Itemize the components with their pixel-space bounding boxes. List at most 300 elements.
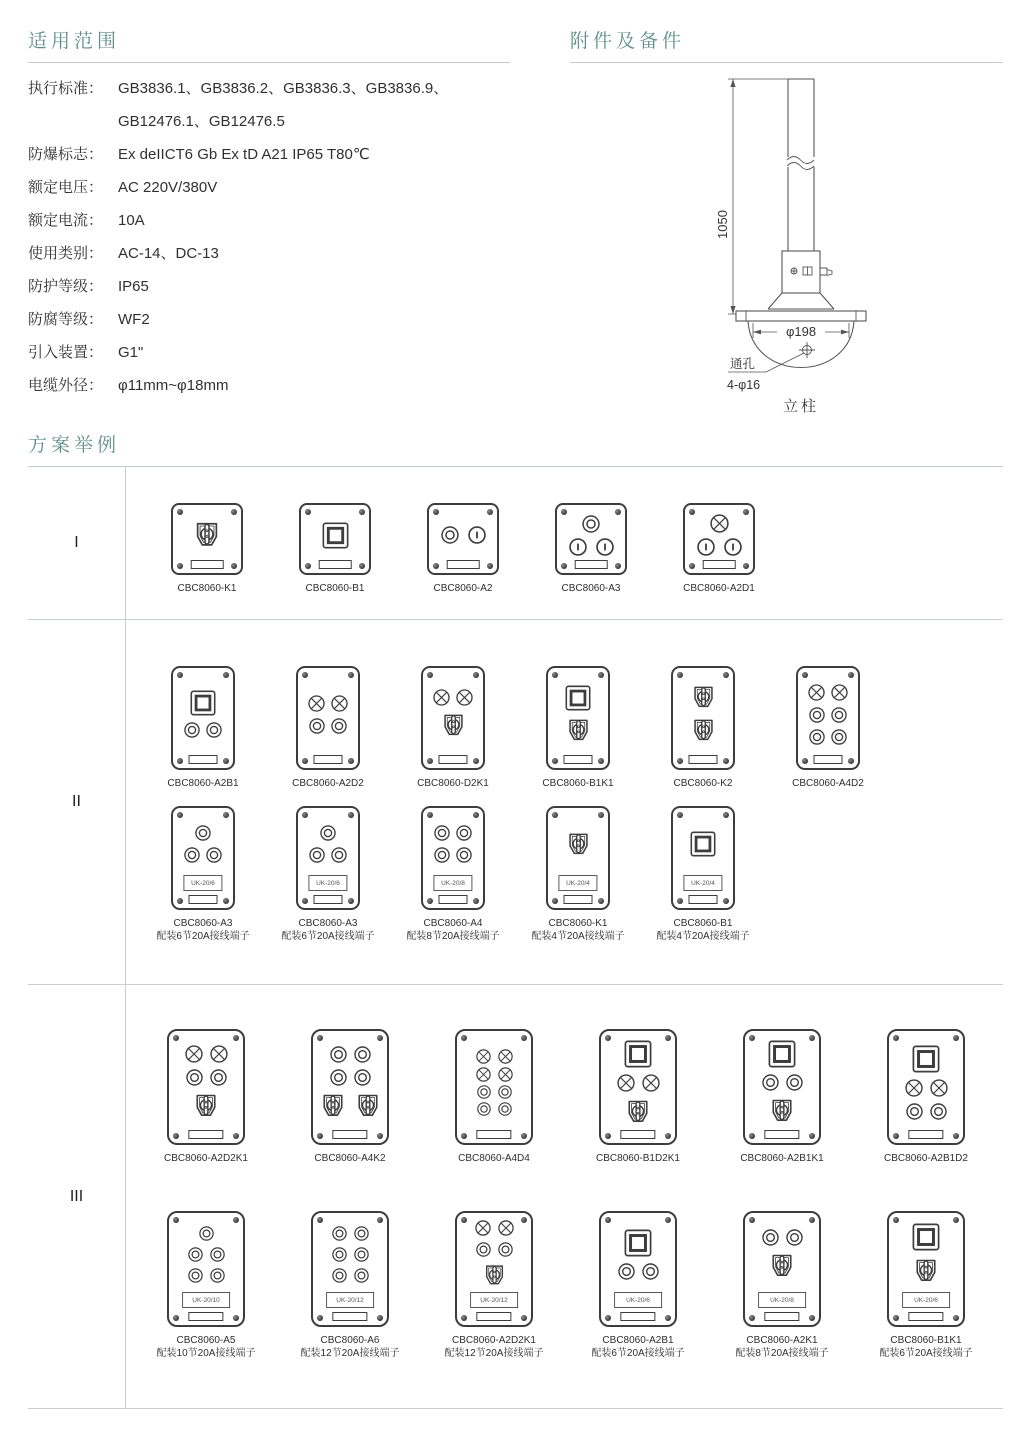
element-row: [476, 1049, 513, 1064]
screw-icon: [317, 1315, 323, 1321]
terminal-plate: UK-20/8: [758, 1292, 806, 1308]
device-box: [421, 806, 485, 910]
pillar-drawing-svg: [570, 71, 1003, 416]
spec-label: 防爆标志：: [28, 146, 104, 163]
element-row: [768, 1097, 796, 1125]
terminal-plate: UK-20/12: [326, 1292, 374, 1308]
device-box: [796, 666, 860, 770]
indicator-lamp-icon: [331, 695, 348, 712]
push-button-icon: [762, 1229, 779, 1246]
scheme-band-II: [28, 620, 1003, 985]
element-row: [482, 1263, 507, 1288]
nameplate-slot: [189, 895, 218, 904]
spec-row: [28, 309, 510, 331]
nameplate-slot: [764, 1312, 799, 1321]
screw-icon: [302, 898, 308, 904]
push-button-icon: [786, 1229, 803, 1246]
device-face: [802, 674, 854, 754]
element-row: [188, 1268, 225, 1283]
element-row: [906, 1103, 947, 1120]
nameplate-slot: [332, 1312, 367, 1321]
nameplate-slot: [189, 755, 218, 764]
scope-title: 适用范围: [28, 26, 510, 63]
square-button-icon: [624, 1229, 652, 1257]
device-line: [126, 503, 1003, 595]
section-schemes: [28, 430, 1003, 1409]
config-note: 配装8节20A接线端子: [406, 931, 500, 942]
nameplate-slot: [908, 1312, 943, 1321]
screw-icon: [743, 563, 749, 569]
model-label: CBC8060-A3: [298, 918, 358, 929]
nameplate-slot: [439, 895, 468, 904]
push-button-icon: [309, 718, 325, 734]
device-cell: [596, 1029, 680, 1165]
screw-icon: [893, 1315, 899, 1321]
push-button-icon: [188, 1268, 203, 1283]
config-note: 配装6节20A接线端子: [591, 1348, 685, 1359]
rotary-switch-icon: [440, 712, 467, 739]
push-button-icon: [831, 707, 847, 723]
rotary-switch-icon: [768, 1252, 796, 1280]
element-row: [565, 685, 591, 711]
model-label: CBC8060-A4D2: [792, 778, 864, 789]
nameplate-slot: [764, 1130, 799, 1139]
device-cell: [299, 503, 371, 595]
element-row: [565, 831, 592, 858]
element-row: [912, 1257, 940, 1285]
nameplate-slot: [476, 1130, 511, 1139]
screw-icon: [677, 758, 683, 764]
element-row: [809, 707, 847, 723]
device-box: [167, 1029, 245, 1145]
push-button-icon: [184, 722, 200, 738]
spec-label: 额定电压：: [28, 179, 104, 196]
element-row: [330, 1046, 371, 1063]
spec-row: [28, 144, 510, 166]
clamp-block: [782, 251, 820, 293]
spec-label: 电缆外径：: [28, 377, 104, 394]
element-row: [192, 1092, 220, 1120]
indicator-lamp-icon: [905, 1079, 923, 1097]
terminal-plate: UK-20/4: [558, 875, 597, 891]
push-button-icon: [330, 1069, 347, 1086]
schemes-title: 方案举例: [28, 430, 1003, 467]
nameplate-slot: [564, 895, 593, 904]
nameplate-slot: [703, 560, 736, 569]
device-cell: [671, 666, 735, 790]
nameplate-slot: [188, 1312, 223, 1321]
square-button-icon: [624, 1040, 652, 1068]
rotary-switch-icon: [319, 1092, 347, 1120]
indicator-lamp-icon: [808, 684, 825, 701]
screw-icon: [427, 758, 433, 764]
device-face: [302, 814, 354, 874]
screw-icon: [223, 898, 229, 904]
rotary-switch-icon: [565, 831, 592, 858]
rotary-switch-icon: [690, 684, 717, 711]
device-cell: [740, 1029, 824, 1165]
dia-arrow-left: [753, 330, 761, 335]
group-label: II: [28, 620, 126, 984]
indicator-lamp-icon: [831, 684, 848, 701]
config-note: 配装12节20A接线端子: [444, 1348, 544, 1359]
section-scope: [28, 26, 510, 408]
device-face: [173, 1037, 239, 1128]
device-face: [689, 511, 749, 559]
screw-icon: [893, 1133, 899, 1139]
push-button-icon: [930, 1103, 947, 1120]
screw-icon: [427, 898, 433, 904]
spec-value: [118, 309, 510, 331]
model-label: CBC8060-A3: [173, 918, 233, 929]
device-face: [461, 1037, 527, 1128]
element-row: [184, 722, 222, 738]
screw-icon: [177, 898, 183, 904]
device-box: [743, 1029, 821, 1145]
device-face: [461, 1219, 527, 1289]
screw-icon: [605, 1315, 611, 1321]
push-button-icon: [206, 722, 222, 738]
device-box: [171, 503, 243, 575]
device-box: [311, 1211, 389, 1327]
push-button-icon: [434, 825, 450, 841]
spec-value: [118, 78, 510, 133]
element-row: [184, 847, 222, 863]
indicator-lamp-icon: [617, 1074, 635, 1092]
element-row: [475, 1220, 514, 1236]
element-row: [476, 1242, 513, 1257]
nameplate-slot: [447, 560, 480, 569]
screw-icon: [665, 1315, 671, 1321]
model-label: CBC8060-A6: [320, 1335, 380, 1346]
nameplate-slot: [689, 755, 718, 764]
nameplate-slot: [439, 755, 468, 764]
device-box: [599, 1029, 677, 1145]
model-label: CBC8060-A2K1: [746, 1335, 818, 1346]
model-label: CBC8060-A4K2: [314, 1153, 386, 1164]
device-cell: [656, 806, 750, 943]
indicator-lamp-icon: [433, 689, 450, 706]
spec-label: 防护等级：: [28, 278, 104, 295]
push-button-icon: [906, 1103, 923, 1120]
element-row: [762, 1229, 803, 1246]
screw-icon: [665, 1133, 671, 1139]
element-row: [319, 1092, 382, 1120]
device-face: [177, 511, 237, 559]
device-box: [546, 806, 610, 910]
device-cell: [406, 806, 500, 943]
device-box: [311, 1029, 389, 1145]
rotary-switch-icon: [690, 717, 717, 744]
nameplate-slot: [188, 1130, 223, 1139]
model-label: CBC8060-B1: [305, 583, 365, 594]
spec-list: [28, 78, 510, 397]
device-face: [552, 674, 604, 754]
spec-label: 防腐等级：: [28, 311, 104, 328]
screw-icon: [359, 563, 365, 569]
element-row: [440, 712, 467, 739]
nameplate-slot: [564, 755, 593, 764]
element-row: [768, 1252, 796, 1280]
push-button-icon: [468, 526, 486, 544]
model-label: CBC8060-D2K1: [417, 778, 489, 789]
spec-label: 引入装置：: [28, 344, 104, 361]
device-face: [605, 1037, 671, 1128]
rotary-switch-icon: [624, 1098, 652, 1126]
device-box: [671, 806, 735, 910]
group-label: I: [28, 467, 126, 619]
element-row: [441, 526, 486, 544]
device-face: [177, 674, 229, 754]
screw-icon: [552, 898, 558, 904]
device-face: [317, 1037, 383, 1128]
base-steps: [768, 293, 834, 309]
nameplate-slot: [689, 895, 718, 904]
element-row: [809, 729, 847, 745]
device-face: [749, 1037, 815, 1128]
push-button-icon: [434, 847, 450, 863]
model-label: CBC8060-A2D2: [292, 778, 364, 789]
device-cell: [281, 806, 375, 943]
model-label: CBC8060-A2B1D2: [884, 1153, 968, 1164]
model-label: CBC8060-B1D2K1: [596, 1153, 680, 1164]
device-box: [455, 1211, 533, 1327]
element-row: [322, 522, 349, 549]
config-note: 配装4节20A接线端子: [531, 931, 625, 942]
dim-arrow-top: [730, 79, 735, 87]
group-content: [126, 985, 1003, 1408]
indicator-lamp-icon: [498, 1067, 513, 1082]
indicator-lamp-icon: [476, 1049, 491, 1064]
screw-icon: [749, 1315, 755, 1321]
screw-icon: [231, 563, 237, 569]
indicator-lamp-icon: [498, 1049, 513, 1064]
device-cell: [427, 503, 499, 595]
model-label: CBC8060-K1: [177, 583, 237, 594]
screw-icon: [802, 758, 808, 764]
push-button-icon: [184, 847, 200, 863]
push-button-icon: [210, 1069, 227, 1086]
push-button-icon: [809, 707, 825, 723]
element-row: [434, 847, 472, 863]
indicator-lamp-icon: [476, 1067, 491, 1082]
screw-icon: [598, 758, 604, 764]
element-row: [195, 825, 211, 841]
device-cell: [300, 1211, 400, 1360]
nameplate-slot: [332, 1130, 367, 1139]
device-cell: [444, 1211, 544, 1360]
device-box: [671, 666, 735, 770]
spec-value-line: IP65: [118, 278, 149, 295]
spec-value-line: 10A: [118, 212, 145, 229]
device-face: [427, 674, 479, 754]
screw-icon: [177, 563, 183, 569]
screw-icon: [809, 1315, 815, 1321]
element-row: [476, 1067, 513, 1082]
element-row: [617, 1074, 660, 1092]
element-row: [569, 538, 614, 556]
rotary-switch-icon: [482, 1263, 507, 1288]
model-label: CBC8060-A2D1: [683, 583, 755, 594]
device-line: [126, 1211, 1003, 1360]
element-row: [308, 695, 348, 712]
terminal-plate: UK-20/6: [614, 1292, 662, 1308]
spec-row: [28, 243, 510, 265]
screw-icon: [461, 1315, 467, 1321]
model-label: CBC8060-A5: [176, 1335, 236, 1346]
device-cell: [156, 806, 250, 943]
element-row: [710, 514, 729, 533]
scheme-table: [28, 467, 1003, 1409]
push-button-icon: [456, 847, 472, 863]
device-cell: [683, 503, 755, 595]
screw-icon: [377, 1315, 383, 1321]
device-cell: [879, 1211, 973, 1360]
terminal-plate: UK-20/4: [683, 875, 722, 891]
config-note: 配装6节20A接线端子: [156, 931, 250, 942]
device-face: [173, 1219, 239, 1289]
device-box: [296, 806, 360, 910]
spec-label: 额定电流：: [28, 212, 104, 229]
nameplate-slot: [575, 560, 608, 569]
screw-icon: [302, 758, 308, 764]
clamp-bolts: [791, 267, 832, 276]
push-button-icon: [498, 1085, 512, 1099]
element-row: [477, 1102, 512, 1116]
push-button-icon: [809, 729, 825, 745]
push-button-icon: [210, 1268, 225, 1283]
element-row: [309, 718, 347, 734]
group-label: III: [28, 985, 126, 1408]
nameplate-slot: [314, 755, 343, 764]
spec-value: [118, 243, 510, 265]
nameplate-slot: [319, 560, 352, 569]
config-note: 配装6节20A接线端子: [879, 1348, 973, 1359]
spec-value: [118, 276, 510, 298]
screw-icon: [348, 898, 354, 904]
element-row: [434, 825, 472, 841]
screw-icon: [173, 1133, 179, 1139]
spec-value: [118, 342, 510, 364]
spec-label: 执行标准：: [28, 80, 104, 97]
screw-icon: [521, 1133, 527, 1139]
push-button-icon: [186, 1069, 203, 1086]
screw-icon: [605, 1133, 611, 1139]
spec-value-line: GB12476.1、GB12476.5: [118, 113, 285, 130]
push-button-icon: [476, 1242, 491, 1257]
model-label: CBC8060-A2B1K1: [740, 1153, 824, 1164]
rotary-switch-icon: [912, 1257, 940, 1285]
square-button-icon: [912, 1223, 940, 1251]
spec-value-line: Ex deIICT6 Gb Ex tD A21 IP65 T80℃: [118, 146, 370, 163]
device-face: [552, 814, 604, 874]
model-label: CBC8060-A2: [433, 583, 493, 594]
dim-arrow-bottom: [730, 306, 735, 314]
screw-icon: [723, 898, 729, 904]
config-note: 配装12节20A接线端子: [300, 1348, 400, 1359]
push-button-icon: [354, 1247, 369, 1262]
rotary-switch-icon: [192, 1092, 220, 1120]
device-box: [171, 806, 235, 910]
config-note: 配装4节20A接线端子: [656, 931, 750, 942]
height-dimension: [728, 79, 788, 314]
screw-icon: [433, 563, 439, 569]
push-button-icon: [569, 538, 587, 556]
push-button-icon: [786, 1074, 803, 1091]
rotary-switch-icon: [354, 1092, 382, 1120]
terminal-plate: UK-20/12: [470, 1292, 518, 1308]
push-button-icon: [206, 847, 222, 863]
device-cell: [167, 666, 239, 790]
spec-label: 使用类别：: [28, 245, 104, 262]
screw-icon: [305, 563, 311, 569]
push-button-icon: [332, 1247, 347, 1262]
element-row: [565, 717, 592, 744]
push-button-icon: [332, 1226, 347, 1241]
push-button-icon: [724, 538, 742, 556]
device-box: [887, 1211, 965, 1327]
push-button-icon: [441, 526, 459, 544]
terminal-plate: UK-20/8: [433, 875, 472, 891]
screw-icon: [348, 758, 354, 764]
screw-icon: [953, 1133, 959, 1139]
element-row: [330, 1069, 371, 1086]
device-cell: [531, 806, 625, 943]
push-button-icon: [330, 1046, 347, 1063]
screw-icon: [749, 1133, 755, 1139]
device-cell: [884, 1029, 968, 1165]
nameplate-slot: [620, 1130, 655, 1139]
device-face: [893, 1037, 959, 1128]
model-label: CBC8060-B1K1: [542, 778, 614, 789]
screw-icon: [473, 758, 479, 764]
rotary-switch-icon: [565, 717, 592, 744]
model-label: CBC8060-B1: [673, 918, 733, 929]
device-face: [677, 674, 729, 754]
screw-icon: [561, 563, 567, 569]
push-button-icon: [354, 1226, 369, 1241]
spec-row: [28, 375, 510, 397]
group-content: [126, 620, 1003, 984]
terminal-plate: UK-20/6: [308, 875, 347, 891]
device-box: [555, 503, 627, 575]
dia-arrow-right: [841, 330, 849, 335]
element-row: [905, 1079, 948, 1097]
device-box: [455, 1029, 533, 1145]
square-button-icon: [565, 685, 591, 711]
pole-outline: [788, 79, 814, 251]
diameter-dim-text: φ198: [785, 324, 817, 339]
spec-value: [118, 144, 510, 166]
element-row: [690, 831, 716, 857]
device-cell: [735, 1211, 829, 1360]
device-cell: [792, 666, 864, 790]
screw-icon: [461, 1133, 467, 1139]
square-button-icon: [912, 1045, 940, 1073]
screw-icon: [809, 1133, 815, 1139]
element-row: [192, 520, 222, 550]
model-label: CBC8060-A2B1: [167, 778, 239, 789]
device-box: [599, 1211, 677, 1327]
element-row: [320, 825, 336, 841]
pillar-drawing: [570, 71, 1003, 416]
device-cell: [171, 503, 243, 595]
device-box: [546, 666, 610, 770]
element-row: [690, 717, 717, 744]
screw-icon: [689, 563, 695, 569]
device-line: [126, 666, 1003, 790]
push-button-icon: [195, 825, 211, 841]
